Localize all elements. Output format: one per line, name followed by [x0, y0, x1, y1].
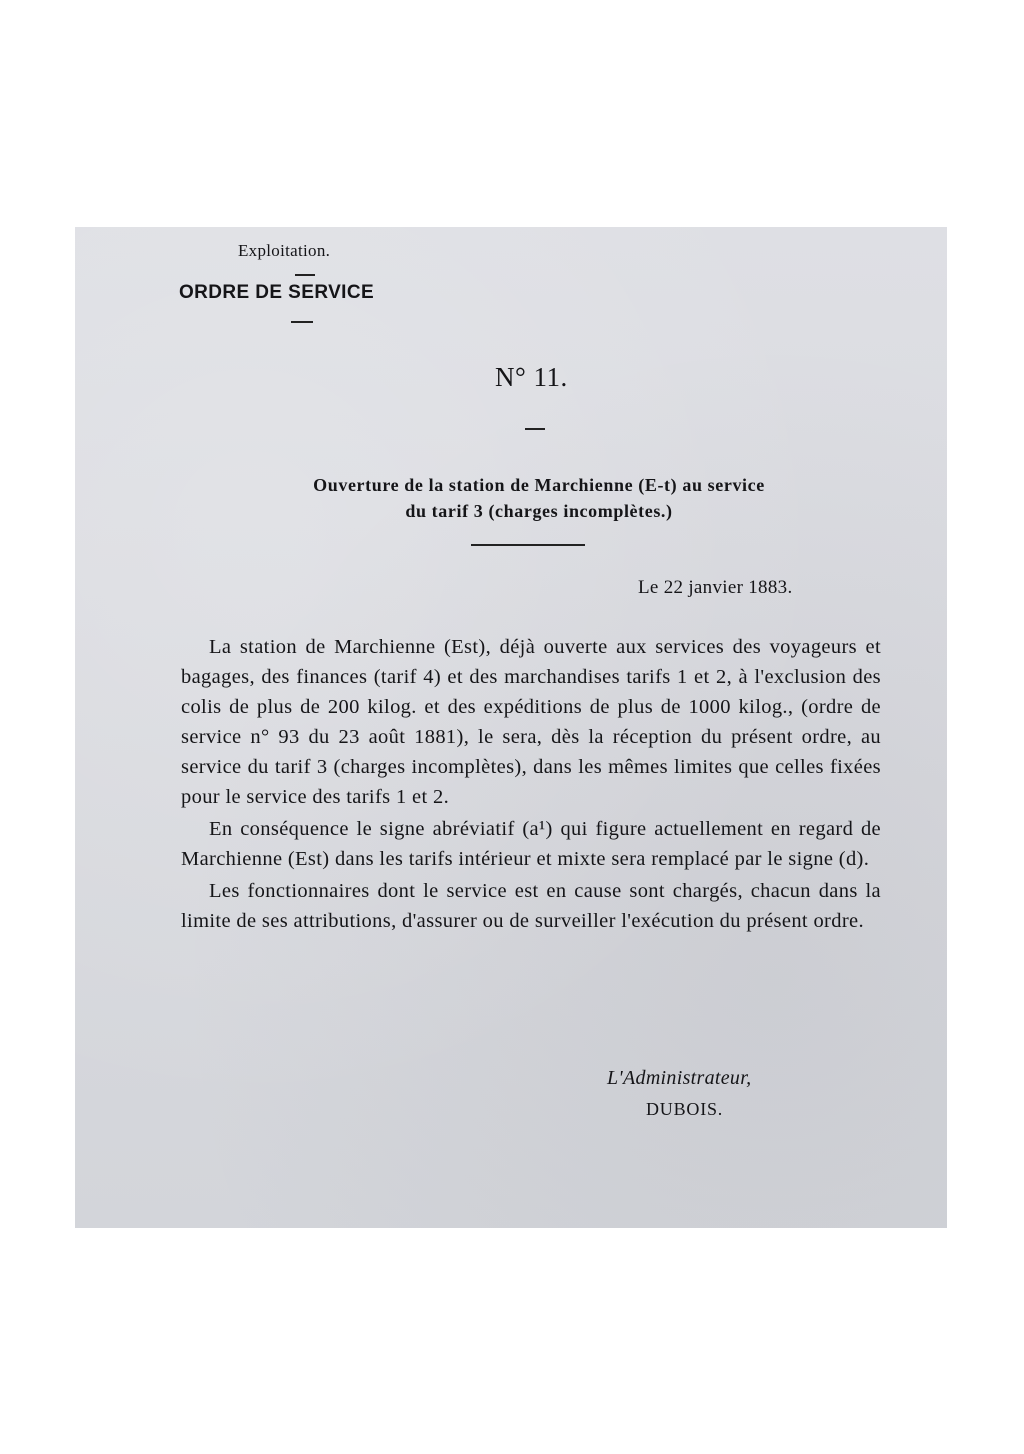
subject-line-2: du tarif 3 (charges incomplètes.)	[405, 501, 673, 521]
order-body	[181, 632, 881, 938]
order-subject	[209, 472, 869, 524]
subject-underline	[471, 544, 585, 546]
body-paragraph: En conséquence le signe abréviatif (a¹) qui figure actuellement en regard de Marchienne (Est) dans les tarifs intérieur et mixte sera remplacé par le signe (d).	[181, 818, 881, 870]
separator-rule	[295, 274, 315, 276]
order-number: N° 11.	[495, 362, 568, 392]
scanned-document	[75, 227, 947, 1228]
order-date: Le 22 janvier 1883.	[638, 577, 793, 598]
subject-line-1: Ouverture de la station de Marchienne (E-t) au service	[313, 475, 765, 495]
signatory-role: L'Administrateur,	[607, 1067, 752, 1089]
separator-rule	[291, 321, 313, 323]
department-label: Exploitation.	[238, 241, 331, 260]
body-paragraph: Les fonctionnaires dont le service est en cause sont chargés, chacun dans la limite de ses attributions, d'assurer ou de surveiller l'exécution du présent ordre.	[181, 880, 881, 932]
separator-rule	[525, 428, 545, 430]
body-paragraph: La station de Marchienne (Est), déjà ouverte aux services des voyageurs et bagages, des finances (tarif 4) et des marchandises tarifs 1 et 2, à l'exclusion des colis de plus de 200 kilog. et des expéditions de plus de 1000 kilog., (ordre de service n° 93 du 23 août 1881), le sera, dès la réception du présent ordre, au service du tarif 3 (charges incomplètes), dans les mêmes limites que celles fixées pour le service des tarifs 1 et 2.	[181, 636, 881, 808]
order-title: ORDRE DE SERVICE	[179, 282, 375, 303]
signatory-name: DUBOIS.	[646, 1099, 724, 1119]
